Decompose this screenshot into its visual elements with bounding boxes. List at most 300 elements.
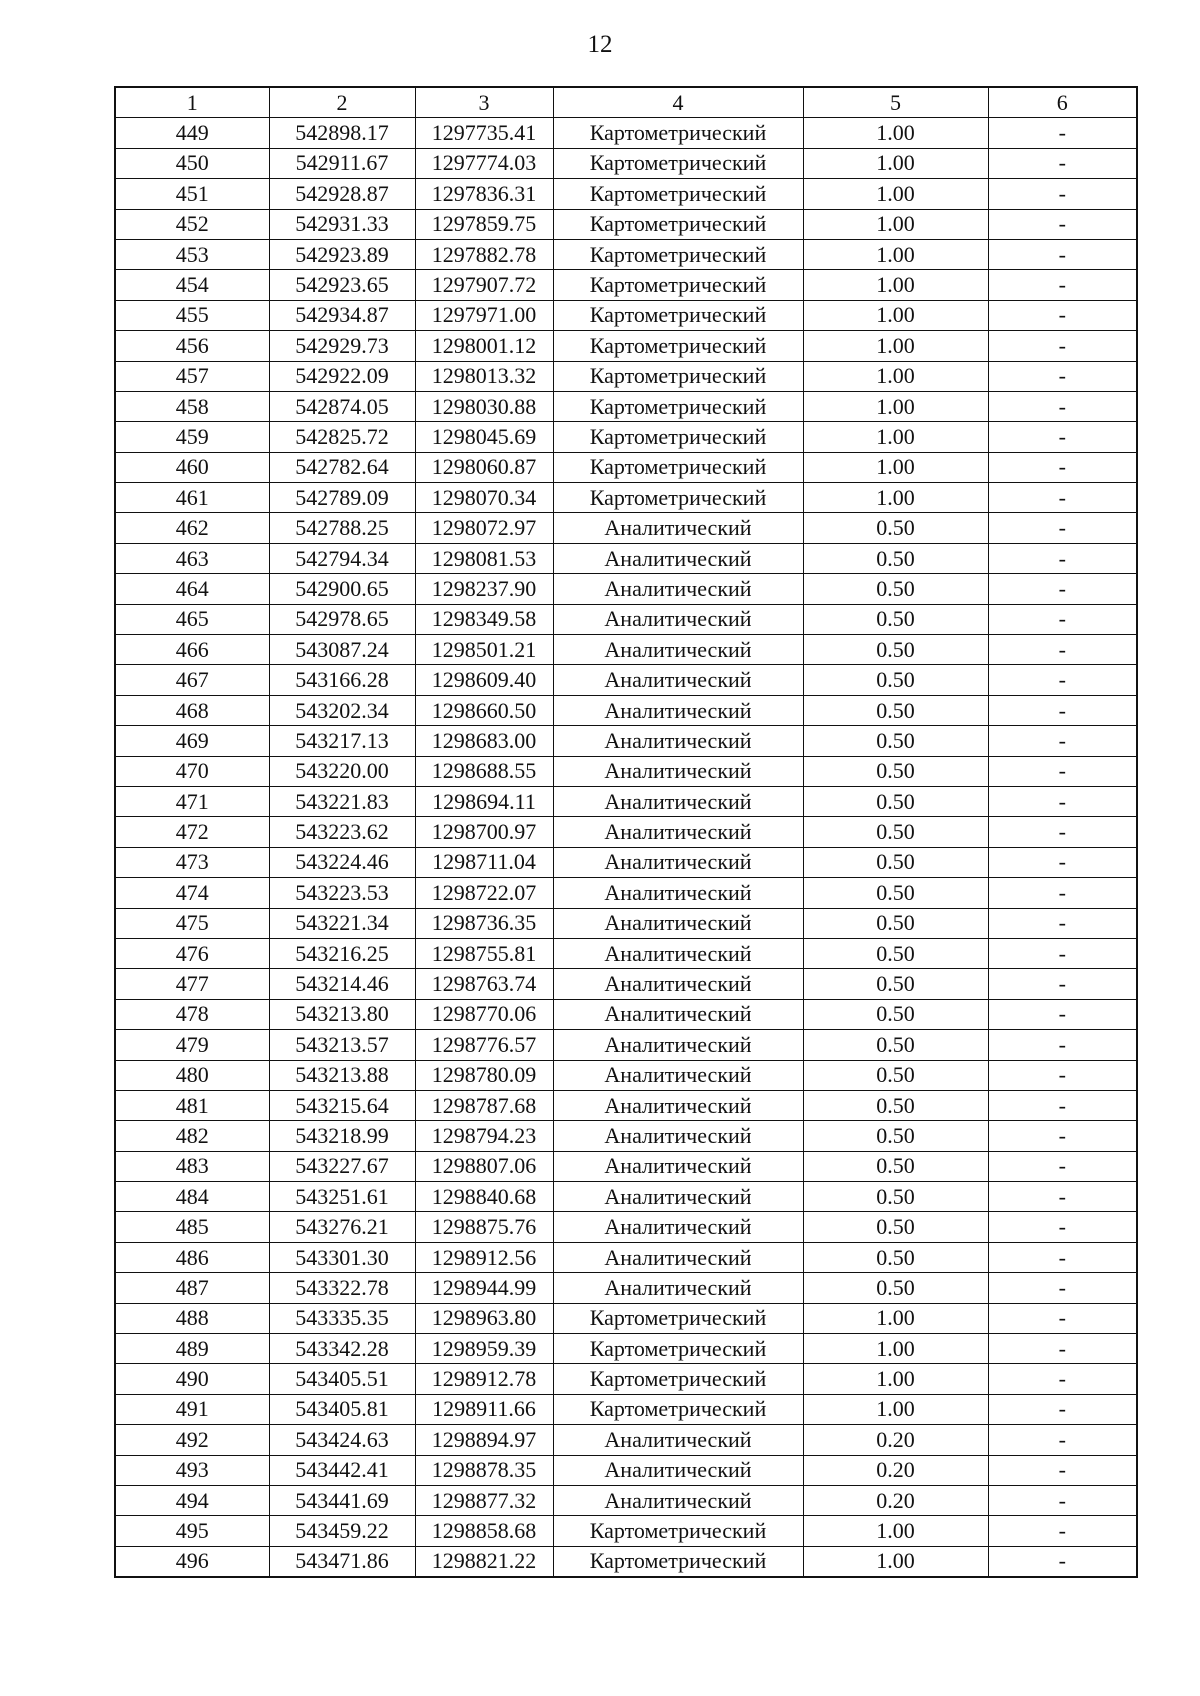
method-cell: Картометрический [553, 391, 803, 421]
note-cell: - [988, 635, 1137, 665]
accuracy-cell: 0.20 [803, 1455, 988, 1485]
y-coordinate-cell: 1298013.32 [415, 361, 553, 391]
method-cell: Аналитический [553, 1030, 803, 1060]
point-number-cell: 462 [115, 513, 269, 543]
y-coordinate-cell: 1298001.12 [415, 331, 553, 361]
table-row [115, 270, 1137, 300]
column-header-5: 5 [803, 87, 988, 118]
note-cell: - [988, 1303, 1137, 1333]
y-coordinate-cell: 1298070.34 [415, 483, 553, 513]
note-cell: - [988, 1425, 1137, 1455]
method-cell: Аналитический [553, 1060, 803, 1090]
point-number-cell: 484 [115, 1182, 269, 1212]
y-coordinate-cell: 1298722.07 [415, 878, 553, 908]
x-coordinate-cell: 543442.41 [269, 1455, 415, 1485]
column-header-4: 4 [553, 87, 803, 118]
point-number-cell: 466 [115, 635, 269, 665]
accuracy-cell: 0.20 [803, 1485, 988, 1515]
note-cell: - [988, 148, 1137, 178]
table-row [115, 665, 1137, 695]
x-coordinate-cell: 542923.89 [269, 239, 415, 269]
accuracy-cell: 1.00 [803, 361, 988, 391]
note-cell: - [988, 422, 1137, 452]
y-coordinate-cell: 1298609.40 [415, 665, 553, 695]
y-coordinate-cell: 1298776.57 [415, 1030, 553, 1060]
accuracy-cell: 0.50 [803, 695, 988, 725]
point-number-cell: 455 [115, 300, 269, 330]
note-cell: - [988, 756, 1137, 786]
method-cell: Картометрический [553, 361, 803, 391]
note-cell: - [988, 391, 1137, 421]
x-coordinate-cell: 543217.13 [269, 726, 415, 756]
method-cell: Картометрический [553, 1546, 803, 1577]
y-coordinate-cell: 1298736.35 [415, 908, 553, 938]
x-coordinate-cell: 543301.30 [269, 1242, 415, 1272]
accuracy-cell: 0.50 [803, 817, 988, 847]
note-cell: - [988, 1242, 1137, 1272]
accuracy-cell: 0.50 [803, 1273, 988, 1303]
point-number-cell: 489 [115, 1334, 269, 1364]
point-number-cell: 467 [115, 665, 269, 695]
page-number: 12 [587, 31, 613, 58]
table-row [115, 483, 1137, 513]
point-number-cell: 480 [115, 1060, 269, 1090]
point-number-cell: 464 [115, 574, 269, 604]
table-row [115, 1303, 1137, 1333]
method-cell: Картометрический [553, 239, 803, 269]
x-coordinate-cell: 542782.64 [269, 452, 415, 482]
point-number-cell: 459 [115, 422, 269, 452]
table-row [115, 209, 1137, 239]
point-number-cell: 490 [115, 1364, 269, 1394]
accuracy-cell: 1.00 [803, 1303, 988, 1333]
accuracy-cell: 0.50 [803, 604, 988, 634]
note-cell: - [988, 695, 1137, 725]
x-coordinate-cell: 543251.61 [269, 1182, 415, 1212]
accuracy-cell: 0.50 [803, 938, 988, 968]
point-number-cell: 493 [115, 1455, 269, 1485]
accuracy-cell: 0.50 [803, 1030, 988, 1060]
method-cell: Аналитический [553, 999, 803, 1029]
y-coordinate-cell: 1298688.55 [415, 756, 553, 786]
x-coordinate-cell: 543342.28 [269, 1334, 415, 1364]
note-cell: - [988, 452, 1137, 482]
table-row [115, 239, 1137, 269]
x-coordinate-cell: 542911.67 [269, 148, 415, 178]
method-cell: Аналитический [553, 1151, 803, 1181]
method-cell: Картометрический [553, 1303, 803, 1333]
point-number-cell: 492 [115, 1425, 269, 1455]
x-coordinate-cell: 543322.78 [269, 1273, 415, 1303]
note-cell: - [988, 483, 1137, 513]
method-cell: Аналитический [553, 817, 803, 847]
point-number-cell: 496 [115, 1546, 269, 1577]
x-coordinate-cell: 542931.33 [269, 209, 415, 239]
y-coordinate-cell: 1298694.11 [415, 786, 553, 816]
table-row [115, 1364, 1137, 1394]
point-number-cell: 476 [115, 938, 269, 968]
note-cell: - [988, 118, 1137, 148]
x-coordinate-cell: 543216.25 [269, 938, 415, 968]
y-coordinate-cell: 1298763.74 [415, 969, 553, 999]
table-row [115, 756, 1137, 786]
y-coordinate-cell: 1298780.09 [415, 1060, 553, 1090]
table-row [115, 695, 1137, 725]
y-coordinate-cell: 1298349.58 [415, 604, 553, 634]
note-cell: - [988, 938, 1137, 968]
x-coordinate-cell: 543276.21 [269, 1212, 415, 1242]
note-cell: - [988, 574, 1137, 604]
x-coordinate-cell: 542825.72 [269, 422, 415, 452]
y-coordinate-cell: 1297907.72 [415, 270, 553, 300]
table-row [115, 118, 1137, 148]
note-cell: - [988, 179, 1137, 209]
accuracy-cell: 0.50 [803, 1182, 988, 1212]
table-row [115, 1212, 1137, 1242]
y-coordinate-cell: 1297735.41 [415, 118, 553, 148]
point-number-cell: 473 [115, 847, 269, 877]
method-cell: Картометрический [553, 148, 803, 178]
point-number-cell: 478 [115, 999, 269, 1029]
point-number-cell: 483 [115, 1151, 269, 1181]
method-cell: Аналитический [553, 756, 803, 786]
y-coordinate-cell: 1298501.21 [415, 635, 553, 665]
y-coordinate-cell: 1298807.06 [415, 1151, 553, 1181]
accuracy-cell: 0.50 [803, 999, 988, 1029]
x-coordinate-cell: 543221.83 [269, 786, 415, 816]
table-row [115, 999, 1137, 1029]
note-cell: - [988, 1151, 1137, 1181]
accuracy-cell: 0.50 [803, 786, 988, 816]
accuracy-cell: 1.00 [803, 483, 988, 513]
method-cell: Аналитический [553, 878, 803, 908]
accuracy-cell: 1.00 [803, 331, 988, 361]
note-cell: - [988, 1060, 1137, 1090]
y-coordinate-cell: 1298912.56 [415, 1242, 553, 1272]
method-cell: Картометрический [553, 422, 803, 452]
y-coordinate-cell: 1297774.03 [415, 148, 553, 178]
method-cell: Картометрический [553, 118, 803, 148]
note-cell: - [988, 999, 1137, 1029]
method-cell: Аналитический [553, 1121, 803, 1151]
y-coordinate-cell: 1298944.99 [415, 1273, 553, 1303]
y-coordinate-cell: 1298081.53 [415, 543, 553, 573]
table-row [115, 1060, 1137, 1090]
y-coordinate-cell: 1298700.97 [415, 817, 553, 847]
point-number-cell: 495 [115, 1516, 269, 1546]
y-coordinate-cell: 1298959.39 [415, 1334, 553, 1364]
point-number-cell: 469 [115, 726, 269, 756]
method-cell: Картометрический [553, 331, 803, 361]
y-coordinate-cell: 1298858.68 [415, 1516, 553, 1546]
y-coordinate-cell: 1298794.23 [415, 1121, 553, 1151]
note-cell: - [988, 300, 1137, 330]
method-cell: Картометрический [553, 270, 803, 300]
point-number-cell: 454 [115, 270, 269, 300]
note-cell: - [988, 969, 1137, 999]
method-cell: Аналитический [553, 786, 803, 816]
method-cell: Аналитический [553, 635, 803, 665]
method-cell: Аналитический [553, 1090, 803, 1120]
accuracy-cell: 0.50 [803, 665, 988, 695]
y-coordinate-cell: 1298755.81 [415, 938, 553, 968]
table-row [115, 847, 1137, 877]
accuracy-cell: 0.50 [803, 726, 988, 756]
table-row [115, 1121, 1137, 1151]
table-row [115, 300, 1137, 330]
table-row [115, 969, 1137, 999]
table-row [115, 938, 1137, 968]
table-row [115, 1030, 1137, 1060]
y-coordinate-cell: 1298045.69 [415, 422, 553, 452]
x-coordinate-cell: 542929.73 [269, 331, 415, 361]
table-row [115, 513, 1137, 543]
coordinates-table [114, 86, 1138, 1578]
point-number-cell: 485 [115, 1212, 269, 1242]
x-coordinate-cell: 543335.35 [269, 1303, 415, 1333]
note-cell: - [988, 1516, 1137, 1546]
accuracy-cell: 0.50 [803, 878, 988, 908]
y-coordinate-cell: 1298963.80 [415, 1303, 553, 1333]
point-number-cell: 486 [115, 1242, 269, 1272]
table-row [115, 604, 1137, 634]
note-cell: - [988, 1182, 1137, 1212]
point-number-cell: 450 [115, 148, 269, 178]
accuracy-cell: 1.00 [803, 209, 988, 239]
method-cell: Аналитический [553, 726, 803, 756]
table-row [115, 1425, 1137, 1455]
table-row [115, 908, 1137, 938]
point-number-cell: 461 [115, 483, 269, 513]
accuracy-cell: 1.00 [803, 1546, 988, 1577]
y-coordinate-cell: 1298660.50 [415, 695, 553, 725]
method-cell: Картометрический [553, 1334, 803, 1364]
point-number-cell: 452 [115, 209, 269, 239]
x-coordinate-cell: 542789.09 [269, 483, 415, 513]
point-number-cell: 458 [115, 391, 269, 421]
table-row [115, 1485, 1137, 1515]
note-cell: - [988, 1273, 1137, 1303]
table-row [115, 1516, 1137, 1546]
y-coordinate-cell: 1298060.87 [415, 452, 553, 482]
accuracy-cell: 1.00 [803, 1334, 988, 1364]
accuracy-cell: 0.50 [803, 1151, 988, 1181]
method-cell: Картометрический [553, 1394, 803, 1424]
table-row [115, 1273, 1137, 1303]
y-coordinate-cell: 1298030.88 [415, 391, 553, 421]
point-number-cell: 463 [115, 543, 269, 573]
table-row [115, 726, 1137, 756]
accuracy-cell: 1.00 [803, 270, 988, 300]
point-number-cell: 460 [115, 452, 269, 482]
x-coordinate-cell: 543223.62 [269, 817, 415, 847]
table-row [115, 1546, 1137, 1577]
note-cell: - [988, 1334, 1137, 1364]
y-coordinate-cell: 1298821.22 [415, 1546, 553, 1577]
point-number-cell: 449 [115, 118, 269, 148]
x-coordinate-cell: 543424.63 [269, 1425, 415, 1455]
accuracy-cell: 1.00 [803, 1394, 988, 1424]
table-row [115, 148, 1137, 178]
note-cell: - [988, 817, 1137, 847]
x-coordinate-cell: 543213.88 [269, 1060, 415, 1090]
method-cell: Картометрический [553, 179, 803, 209]
x-coordinate-cell: 542978.65 [269, 604, 415, 634]
x-coordinate-cell: 542788.25 [269, 513, 415, 543]
method-cell: Аналитический [553, 543, 803, 573]
point-number-cell: 457 [115, 361, 269, 391]
table-row [115, 1455, 1137, 1485]
x-coordinate-cell: 543224.46 [269, 847, 415, 877]
table-row [115, 1151, 1137, 1181]
point-number-cell: 481 [115, 1090, 269, 1120]
column-header-2: 2 [269, 87, 415, 118]
y-coordinate-cell: 1298894.97 [415, 1425, 553, 1455]
point-number-cell: 474 [115, 878, 269, 908]
method-cell: Аналитический [553, 695, 803, 725]
table-row [115, 452, 1137, 482]
accuracy-cell: 0.50 [803, 1212, 988, 1242]
accuracy-cell: 1.00 [803, 422, 988, 452]
accuracy-cell: 1.00 [803, 179, 988, 209]
note-cell: - [988, 1455, 1137, 1485]
point-number-cell: 475 [115, 908, 269, 938]
table-row [115, 1242, 1137, 1272]
accuracy-cell: 1.00 [803, 118, 988, 148]
method-cell: Аналитический [553, 574, 803, 604]
x-coordinate-cell: 543166.28 [269, 665, 415, 695]
note-cell: - [988, 1212, 1137, 1242]
y-coordinate-cell: 1298840.68 [415, 1182, 553, 1212]
method-cell: Аналитический [553, 1242, 803, 1272]
point-number-cell: 465 [115, 604, 269, 634]
point-number-cell: 468 [115, 695, 269, 725]
x-coordinate-cell: 543214.46 [269, 969, 415, 999]
x-coordinate-cell: 543441.69 [269, 1485, 415, 1515]
method-cell: Аналитический [553, 513, 803, 543]
point-number-cell: 482 [115, 1121, 269, 1151]
method-cell: Картометрический [553, 1516, 803, 1546]
y-coordinate-cell: 1298711.04 [415, 847, 553, 877]
note-cell: - [988, 1364, 1137, 1394]
method-cell: Аналитический [553, 1273, 803, 1303]
x-coordinate-cell: 542794.34 [269, 543, 415, 573]
y-coordinate-cell: 1298911.66 [415, 1394, 553, 1424]
note-cell: - [988, 1485, 1137, 1515]
method-cell: Аналитический [553, 1455, 803, 1485]
x-coordinate-cell: 543202.34 [269, 695, 415, 725]
note-cell: - [988, 847, 1137, 877]
x-coordinate-cell: 543215.64 [269, 1090, 415, 1120]
method-cell: Аналитический [553, 1425, 803, 1455]
note-cell: - [988, 1030, 1137, 1060]
table-row [115, 543, 1137, 573]
method-cell: Аналитический [553, 908, 803, 938]
method-cell: Аналитический [553, 604, 803, 634]
table-row [115, 635, 1137, 665]
note-cell: - [988, 331, 1137, 361]
method-cell: Картометрический [553, 1364, 803, 1394]
x-coordinate-cell: 543220.00 [269, 756, 415, 786]
point-number-cell: 471 [115, 786, 269, 816]
table-header [115, 87, 1137, 118]
table-row [115, 331, 1137, 361]
x-coordinate-cell: 542874.05 [269, 391, 415, 421]
note-cell: - [988, 1394, 1137, 1424]
note-cell: - [988, 209, 1137, 239]
method-cell: Аналитический [553, 969, 803, 999]
method-cell: Картометрический [553, 452, 803, 482]
note-cell: - [988, 665, 1137, 695]
table-row [115, 179, 1137, 209]
accuracy-cell: 0.50 [803, 969, 988, 999]
table-row [115, 1394, 1137, 1424]
x-coordinate-cell: 543405.81 [269, 1394, 415, 1424]
note-cell: - [988, 726, 1137, 756]
accuracy-cell: 0.50 [803, 543, 988, 573]
method-cell: Аналитический [553, 847, 803, 877]
accuracy-cell: 0.50 [803, 574, 988, 604]
header-row [115, 87, 1137, 118]
method-cell: Аналитический [553, 1182, 803, 1212]
x-coordinate-cell: 542900.65 [269, 574, 415, 604]
table-row [115, 361, 1137, 391]
accuracy-cell: 1.00 [803, 148, 988, 178]
method-cell: Аналитический [553, 665, 803, 695]
note-cell: - [988, 361, 1137, 391]
x-coordinate-cell: 543459.22 [269, 1516, 415, 1546]
table-row [115, 422, 1137, 452]
y-coordinate-cell: 1297836.31 [415, 179, 553, 209]
accuracy-cell: 0.50 [803, 756, 988, 786]
accuracy-cell: 0.20 [803, 1425, 988, 1455]
point-number-cell: 451 [115, 179, 269, 209]
y-coordinate-cell: 1298875.76 [415, 1212, 553, 1242]
accuracy-cell: 1.00 [803, 1364, 988, 1394]
y-coordinate-cell: 1298912.78 [415, 1364, 553, 1394]
accuracy-cell: 1.00 [803, 300, 988, 330]
column-header-3: 3 [415, 87, 553, 118]
table-body [115, 118, 1137, 1577]
y-coordinate-cell: 1297859.75 [415, 209, 553, 239]
accuracy-cell: 0.50 [803, 1090, 988, 1120]
point-number-cell: 470 [115, 756, 269, 786]
point-number-cell: 488 [115, 1303, 269, 1333]
note-cell: - [988, 1090, 1137, 1120]
table-row [115, 1182, 1137, 1212]
y-coordinate-cell: 1298787.68 [415, 1090, 553, 1120]
method-cell: Аналитический [553, 1212, 803, 1242]
x-coordinate-cell: 543471.86 [269, 1546, 415, 1577]
y-coordinate-cell: 1298237.90 [415, 574, 553, 604]
x-coordinate-cell: 542928.87 [269, 179, 415, 209]
note-cell: - [988, 239, 1137, 269]
x-coordinate-cell: 543405.51 [269, 1364, 415, 1394]
x-coordinate-cell: 542898.17 [269, 118, 415, 148]
x-coordinate-cell: 543223.53 [269, 878, 415, 908]
note-cell: - [988, 908, 1137, 938]
point-number-cell: 472 [115, 817, 269, 847]
accuracy-cell: 0.50 [803, 847, 988, 877]
accuracy-cell: 1.00 [803, 239, 988, 269]
point-number-cell: 453 [115, 239, 269, 269]
x-coordinate-cell: 542923.65 [269, 270, 415, 300]
x-coordinate-cell: 543213.80 [269, 999, 415, 1029]
note-cell: - [988, 878, 1137, 908]
y-coordinate-cell: 1297882.78 [415, 239, 553, 269]
note-cell: - [988, 604, 1137, 634]
x-coordinate-cell: 542922.09 [269, 361, 415, 391]
